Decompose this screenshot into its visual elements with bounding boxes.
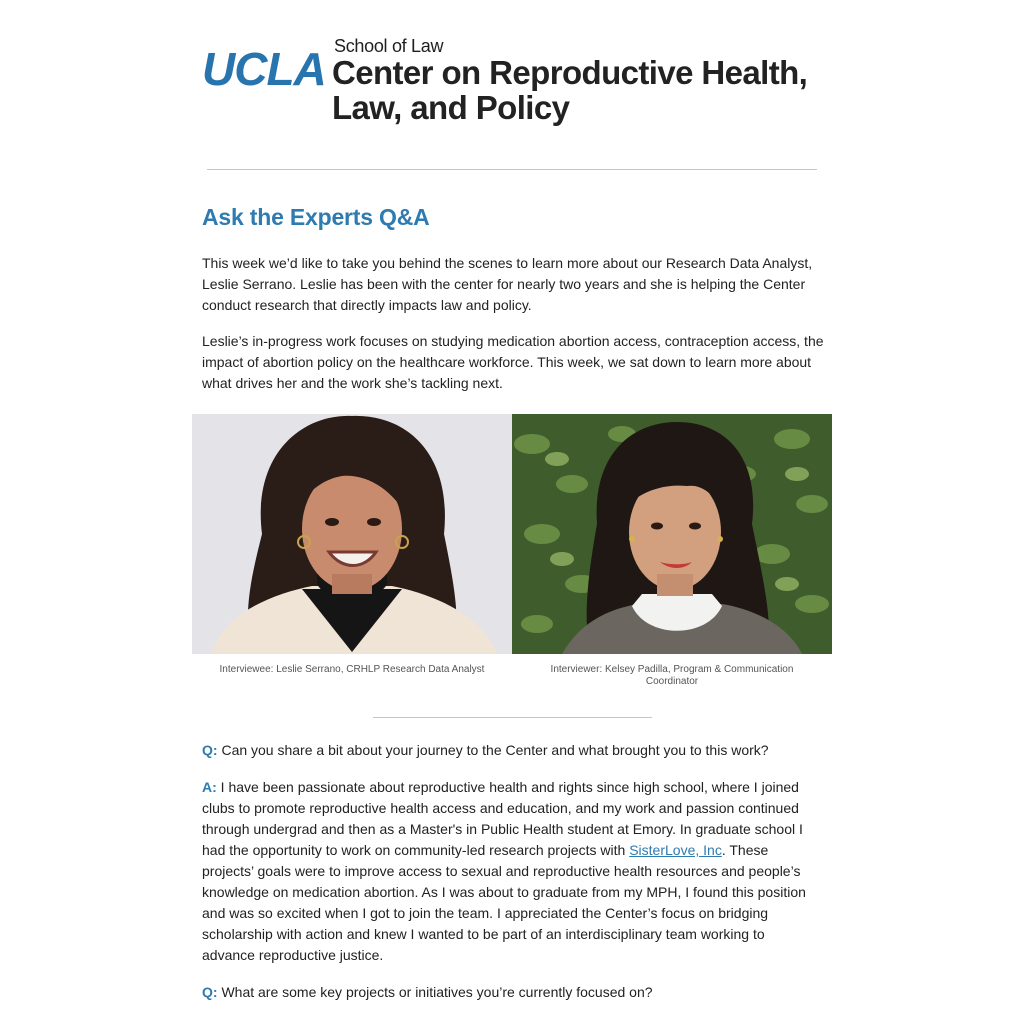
answer-1-text-start: I have been passionate about reproductive health and rights since high school, where I joined clubs to promote reproductive health access and education, and my work and passion continued through undergrad and then as a Master's in Public Health student at Emory. In graduate school I had the opportunity to work on community-led research projects with	[202, 779, 803, 858]
center-name-line1: Center on Reproductive Health,	[332, 54, 808, 91]
interviewee-photo	[192, 414, 512, 654]
ucla-wordmark: UCLA	[202, 43, 326, 95]
interviewer-photo	[512, 414, 832, 654]
article-title: Ask the Experts Q&A	[202, 204, 430, 230]
school-of-law-label: School of Law	[334, 36, 444, 56]
center-name-line2: Law, and Policy	[332, 89, 570, 126]
ucla-law-logo	[202, 36, 832, 136]
answer-label: A:	[202, 779, 217, 795]
intro-paragraph-2: Leslie’s in-progress work focuses on studying medication abortion access, contraception access, the impact of abortion policy on the healthcare workforce. This week, we sat down to learn more about what drives her and the work she’s tackling next.	[202, 333, 824, 391]
question-1-text: Can you share a bit about your journey to the Center and what brought you to this work?	[221, 742, 769, 758]
question-1	[202, 740, 818, 761]
header-divider	[207, 169, 817, 170]
intro-paragraph-1: This week we’d like to take you behind the scenes to learn more about our Research Data Analyst, Leslie Serrano. Leslie has been with the center for nearly two years and she is helping the Center conduct research that directly impacts law and policy.	[202, 255, 813, 313]
question-2-text: What are some key projects or initiatives you’re currently focused on?	[221, 984, 653, 1000]
interviewer-caption: Interviewer: Kelsey Padilla, Program & Communication Coordinator	[550, 664, 794, 687]
question-label: Q:	[202, 984, 218, 1000]
answer-1-text-end: . These projects’ goals were to improve access to sexual and reproductive health resources and people’s knowledge on medication abortion. As I was about to graduate from my MPH, I found this position and was so excited when I got to join the team. I appreciated the Center’s focus on bridging scholarship with action and knew I wanted to be part of an interdisciplinary team working to advance reproductive justice.	[202, 842, 806, 963]
sisterlove-link[interactable]: SisterLove, Inc	[629, 842, 722, 858]
interviewee-caption: Interviewee: Leslie Serrano, CRHLP Research Data Analyst	[219, 664, 485, 675]
question-2	[202, 982, 818, 1003]
section-divider	[373, 717, 652, 718]
answer-1	[202, 777, 818, 966]
question-label: Q:	[202, 742, 218, 758]
